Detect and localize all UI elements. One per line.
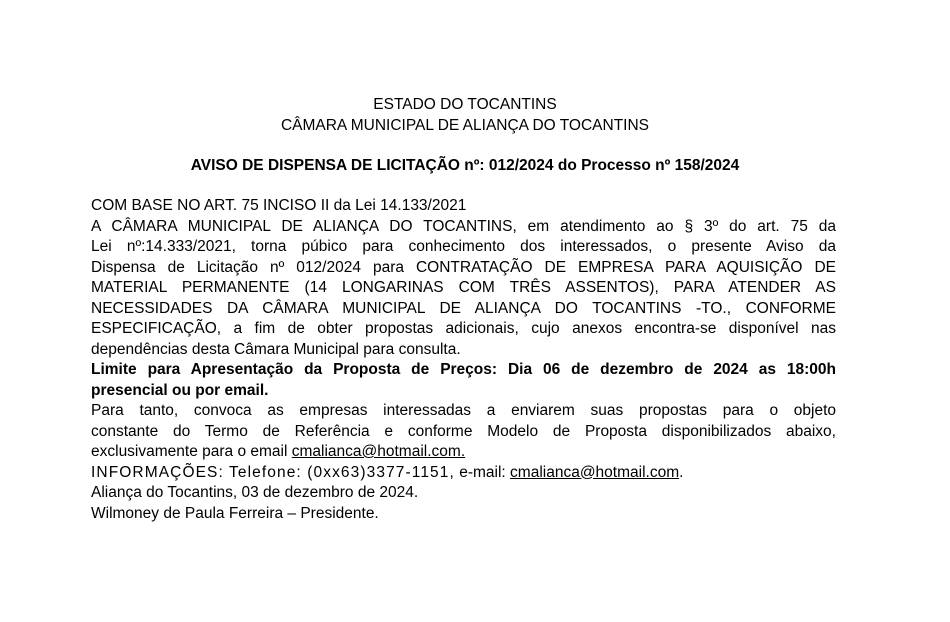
convocation-line: constante do Termo de Referência e conforme Modelo de Proposta disponibilizados abaixo, (91, 422, 836, 440)
email-link[interactable]: cmalianca@hotmail.com. (291, 443, 466, 460)
legal-basis: COM BASE NO ART. 75 INCISO II da Lei 14.133/2021 (91, 197, 467, 214)
document-header (0, 95, 930, 136)
deadline-line: presencial ou por email. (91, 381, 269, 399)
convocation-prefix: exclusivamente para o email (91, 443, 292, 460)
notice-title: AVISO DE DISPENSA DE LICITAÇÃO nº: 012/2024 do Processo nº 158/2024 (190, 157, 740, 174)
info-line (91, 463, 836, 484)
state-name: ESTADO DO TOCANTINS (373, 96, 557, 113)
convocation-line: Para tanto, convoca as empresas interessadas a enviarem suas propostas para o objeto (91, 402, 836, 419)
paragraph-line: ESPECIFICAÇÃO, a fim de obter propostas adicionais, cujo anexos encontra-se disponível nas (91, 320, 836, 337)
info-end: . (679, 463, 684, 481)
notice-body (91, 196, 836, 524)
info-phone: INFORMAÇÕES: Telefone: (0xx63)3377-1151, (91, 463, 455, 481)
chamber-name: CÂMARA MUNICIPAL DE ALIANÇA DO TOCANTINS (280, 116, 650, 134)
paragraph-line: Dispensa de Licitação nº 012/2024 para CONTRATAÇÃO DE EMPRESA PARA AQUISIÇÃO DE (91, 258, 836, 276)
paragraph-line: dependências desta Câmara Municipal para consulta. (91, 340, 461, 358)
info-email-label: e-mail: (454, 463, 511, 481)
paragraph-line: NECESSIDADES DA CÂMARA MUNICIPAL DE ALIANÇA DO TOCANTINS -TO., CONFORME (91, 299, 836, 317)
deadline-line: Limite para Apresentação da Proposta de Preços: Dia 06 de dezembro de 2024 as 18:00h (91, 361, 836, 378)
paragraph-line: A CÂMARA MUNICIPAL DE ALIANÇA DO TOCANTINS, em atendimento ao § 3º do art. 75 da (91, 217, 836, 235)
paragraph-line: Lei nº:14.333/2021, torna púbico para conhecimento dos interessados, o presente Aviso da (91, 238, 836, 255)
convocation-line (91, 442, 836, 463)
paragraph-line: MATERIAL PERMANENTE (14 LONGARINAS COM TRÊS ASSENTOS), PARA ATENDER AS (91, 279, 836, 296)
info-email-link[interactable]: cmalianca@hotmail.com (510, 463, 680, 481)
signature: Wilmoney de Paula Ferreira – Presidente. (91, 504, 379, 522)
place-date: Aliança do Tocantins, 03 de dezembro de 2024. (91, 484, 419, 501)
